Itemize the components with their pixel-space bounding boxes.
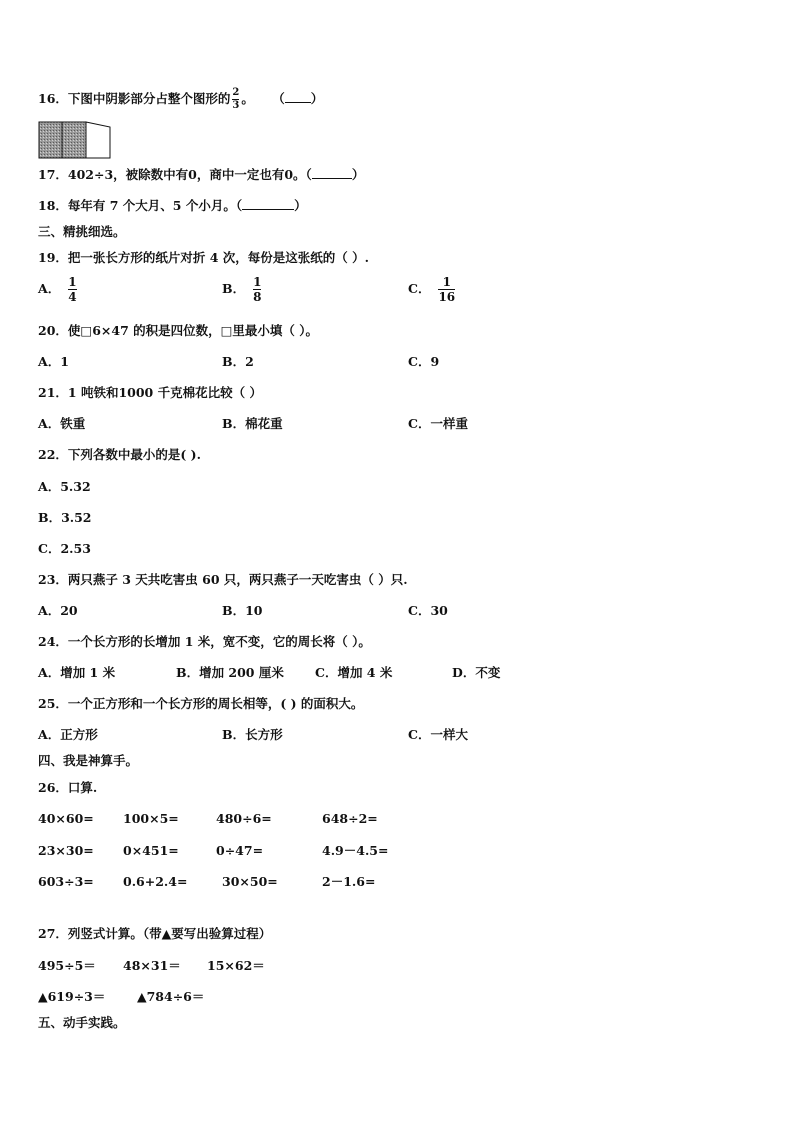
- question-21: 21．1 吨铁和1000 千克棉花比较（ ）: [38, 385, 262, 400]
- calc-item: 0×451=: [123, 843, 179, 858]
- calc-item: 40×60=: [38, 811, 94, 826]
- section-4-heading: 四、我是神算手。: [38, 753, 139, 768]
- option-25-b[interactable]: B．长方形: [222, 727, 283, 742]
- option-20-c[interactable]: C．9: [408, 354, 440, 369]
- question-24: 24．一个长方形的长增加 1 米，宽不变，它的周长将（ ）。: [38, 634, 371, 649]
- option-24-c[interactable]: C．增加 4 米: [315, 665, 393, 680]
- calc-item: 2－1.6=: [322, 874, 376, 889]
- calc-item: 648÷2=: [322, 811, 378, 826]
- calc-item: 4.9－4.5=: [322, 843, 389, 858]
- option-19-a[interactable]: A． $\frac{1}{4}$: [38, 275, 77, 304]
- vertical-calc-item: 15×62＝: [207, 958, 265, 973]
- question-22: 22．下列各数中最小的是( ).: [38, 447, 201, 462]
- calc-item: 0÷47=: [216, 843, 264, 858]
- option-23-c[interactable]: C．30: [408, 603, 448, 618]
- option-24-d[interactable]: D．不变: [452, 665, 501, 680]
- question-18: 18．每年有 7 个大月、5 个小月。（ ）: [38, 198, 307, 213]
- question-26: 26．口算.: [38, 780, 98, 795]
- fraction-two-thirds: $\frac{2}{3}$: [232, 87, 240, 111]
- section-5-heading: 五、动手实践。: [38, 1015, 126, 1030]
- question-19: 19．把一张长方形的纸片对折 4 次，每份是这张纸的（ ）.: [38, 250, 370, 265]
- answer-blank[interactable]: [242, 197, 294, 210]
- question-20: 20．使□6×47 的积是四位数，□里最小填（ ）。: [38, 323, 319, 338]
- option-20-a[interactable]: A．1: [38, 354, 69, 369]
- calc-item: 480÷6=: [216, 811, 272, 826]
- option-23-a[interactable]: A．20: [38, 603, 78, 618]
- answer-blank[interactable]: [312, 166, 352, 179]
- vertical-calc-item: 48×31＝: [123, 958, 181, 973]
- option-25-a[interactable]: A．正方形: [38, 727, 98, 742]
- option-22-c[interactable]: C．2.53: [38, 541, 91, 556]
- option-23-b[interactable]: B．10: [222, 603, 263, 618]
- calc-item: 30×50=: [222, 874, 278, 889]
- option-20-b[interactable]: B．2: [222, 354, 254, 369]
- option-21-a[interactable]: A．铁重: [38, 416, 86, 431]
- option-24-b[interactable]: B．增加 200 厘米: [176, 665, 284, 680]
- answer-blank[interactable]: [285, 90, 311, 103]
- vertical-calc-item: 495÷5＝: [38, 958, 96, 973]
- option-21-c[interactable]: C．一样重: [408, 416, 468, 431]
- calc-item: 603÷3=: [38, 874, 94, 889]
- question-23: 23．两只燕子 3 天共吃害虫 60 只，两只燕子一天吃害虫（ ）只.: [38, 572, 408, 587]
- option-19-c[interactable]: C． $\frac{1}{16}$: [408, 275, 456, 304]
- question-27: 27．列竖式计算。（带▲要写出验算过程）: [38, 926, 272, 941]
- calc-item: 100×5=: [123, 811, 179, 826]
- option-21-b[interactable]: B．棉花重: [222, 416, 283, 431]
- option-19-b[interactable]: B． $\frac{1}{8}$: [222, 275, 262, 304]
- calc-item: 23×30=: [38, 843, 94, 858]
- section-3-heading: 三、精挑细选。: [38, 224, 126, 239]
- option-25-c[interactable]: C．一样大: [408, 727, 468, 742]
- option-22-b[interactable]: B．3.52: [38, 510, 92, 525]
- calc-item: 0.6+2.4=: [123, 874, 188, 889]
- question-16: 16．下图中阴影部分占整个图形的 $\frac{2}{3}$ 。 （ ）: [38, 87, 324, 111]
- vertical-calc-item: ▲619÷3＝: [38, 989, 106, 1004]
- shaded-figure: [38, 121, 114, 159]
- option-22-a[interactable]: A．5.32: [38, 479, 91, 494]
- option-24-a[interactable]: A．增加 1 米: [38, 665, 116, 680]
- vertical-calc-item: ▲784÷6＝: [137, 989, 205, 1004]
- question-17: 17．402÷3，被除数中有0，商中一定也有0。（ ）: [38, 167, 365, 182]
- unshaded-part: [86, 122, 110, 158]
- question-25: 25．一个正方形和一个长方形的周长相等，( ) 的面积大。: [38, 696, 364, 711]
